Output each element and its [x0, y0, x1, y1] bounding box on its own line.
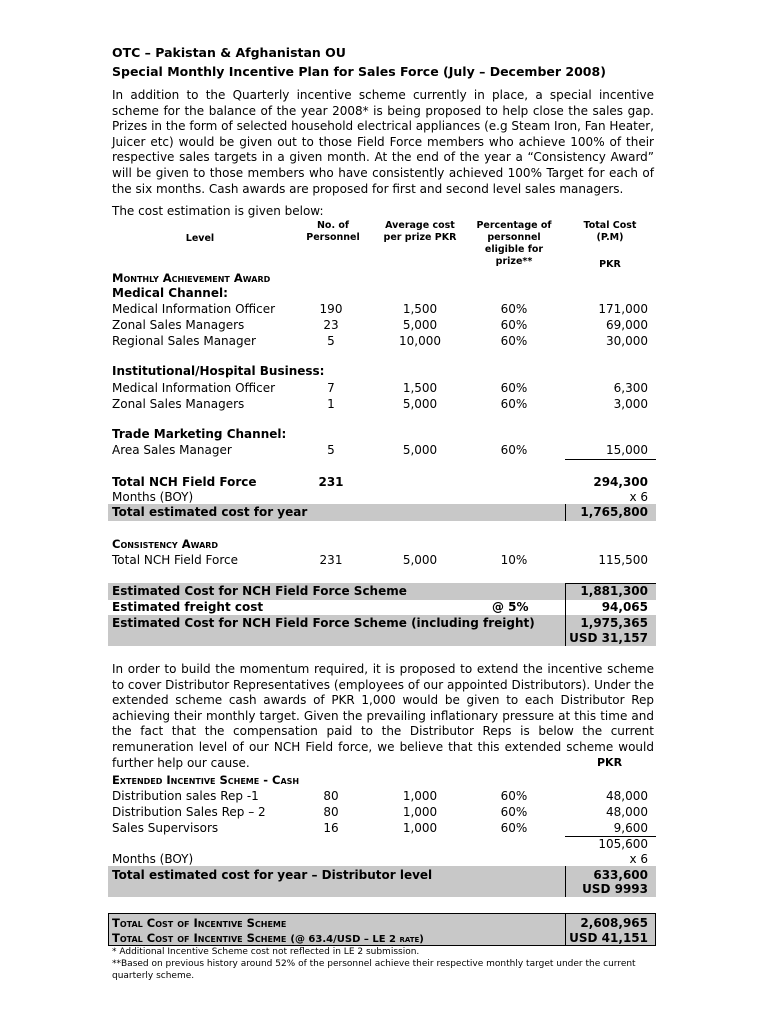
total-nch-row — [112, 475, 654, 491]
row-label: Sales Supervisors — [112, 821, 219, 835]
table-row — [112, 553, 654, 569]
row-label: Zonal Sales Managers — [112, 318, 245, 332]
row-avg-cost: 5,000 — [402, 443, 438, 457]
row-total: x 6 — [629, 490, 648, 504]
row-personnel: 231 — [319, 553, 343, 567]
row-label: Total estimated cost for year — [112, 505, 308, 519]
col-header-pkr: PKR — [599, 259, 621, 270]
row-total: 294,300 — [593, 475, 648, 489]
row-total: 30,000 — [606, 334, 648, 348]
extended-scheme-heading: Extended Incentive Scheme - Cash — [112, 773, 300, 787]
extension-paragraph: In order to build the momentum required, it is proposed to extend the incentive scheme to cover Distributor Representatives (employees of our appointed Distributors). Under the extended scheme cash awards of PKR 1,000 would be given to each Distributor Rep achieving their monthly target. Given the prevailing inflationary pressure at this time and the fact that the compensation paid to the Distributor Reps is below the current remuneration level of our NCH Field force, we believe that this extended scheme would further help our cause. — [112, 662, 654, 770]
row-total: 115,500 — [598, 553, 648, 567]
row-avg-cost: 5,000 — [402, 397, 438, 411]
consistency-heading: Consistency Award — [112, 537, 219, 551]
row-percentage: 60% — [500, 443, 528, 457]
row-total: 48,000 — [606, 805, 648, 819]
row-avg-cost: 1,000 — [402, 789, 438, 803]
pkr-label: PKR — [597, 756, 623, 769]
col-header-avg-cost: Average cost per prize PKR — [383, 220, 457, 243]
row-personnel: 5 — [327, 334, 335, 348]
incl-freight-row — [112, 616, 654, 632]
row-avg-cost: 1,500 — [402, 381, 438, 395]
table-row — [112, 789, 654, 805]
intro-paragraph: In addition to the Quarterly incentive scheme currently in place, a special incentive scheme for the balance of the year 2008* is being proposed to help close the sales gap. Prizes in the form of selected household electrical appliances (e.g Steam Iron, Fan Heater, Juicer etc) would be given out to those Field Force members who achieve 100% of their respective sales targets in a given month. At the end of the year a “Consistency Award” will be given to those members who have consistently achieved 100% Target for each of the six months. Cash awards are proposed for first and second level sales managers. — [112, 88, 654, 196]
row-percentage: 60% — [500, 821, 528, 835]
row-percentage: 60% — [500, 302, 528, 316]
col-header-personnel: No. of Personnel — [306, 220, 360, 243]
col-header-total-cost: Total Cost (P.M) — [583, 220, 637, 243]
row-label: Regional Sales Manager — [112, 334, 256, 348]
row-avg-cost: 1,500 — [402, 302, 438, 316]
row-percentage: 10% — [500, 553, 528, 567]
row-usd: USD 31,157 — [569, 631, 648, 645]
row-percentage: 60% — [500, 381, 528, 395]
distributor-usd-row — [112, 882, 654, 898]
incl-freight-usd-row — [112, 631, 654, 647]
monthly-award-heading: Monthly Achievement Award — [112, 271, 271, 285]
table-row — [112, 443, 654, 459]
row-total: 69,000 — [606, 318, 648, 332]
usd-label-a: Total Cost of Incentive Scheme — [112, 931, 287, 945]
cost-intro: The cost estimation is given below: — [112, 204, 324, 218]
row-label: Medical Information Officer — [112, 381, 276, 395]
row-percentage: 60% — [500, 397, 528, 411]
row-avg-cost: 5,000 — [402, 318, 438, 332]
row-percentage: 60% — [500, 805, 528, 819]
medical-channel-heading: Medical Channel: — [112, 286, 228, 300]
row-personnel: 80 — [323, 789, 339, 803]
row-personnel: 190 — [319, 302, 343, 316]
document-subtitle: Special Monthly Incentive Plan for Sales Force (July – December 2008) — [112, 64, 606, 79]
subtotal-row — [112, 837, 654, 853]
row-total: 2,608,965 — [580, 916, 648, 930]
row-label: Total estimated cost for year – Distributor level — [112, 868, 433, 882]
col-header-level: Level — [185, 233, 215, 244]
row-total: 9,600 — [613, 821, 648, 835]
scheme-cost-row — [112, 584, 654, 600]
row-label: Zonal Sales Managers — [112, 397, 245, 411]
row-total: 1,975,365 — [580, 616, 648, 630]
row-usd: USD 9993 — [582, 882, 648, 896]
row-percentage: 60% — [500, 334, 528, 348]
row-total: 105,600 — [598, 837, 648, 851]
institutional-heading: Institutional/Hospital Business: — [112, 364, 325, 378]
row-label: Months (BOY) — [112, 490, 194, 504]
footnote-2: **Based on previous history around 52% of the personnel achieve their respective monthly target under the current quarterly scheme. — [112, 959, 636, 981]
row-personnel: 16 — [323, 821, 339, 835]
row-label: Distribution Sales Rep – 2 — [112, 805, 266, 819]
row-total: 15,000 — [606, 443, 648, 457]
row-avg-cost: 1,000 — [402, 805, 438, 819]
row-personnel: 23 — [323, 318, 339, 332]
row-usd: USD 41,151 — [569, 931, 648, 945]
table-row — [112, 821, 654, 837]
row-total: x 6 — [629, 852, 648, 866]
row-label: Total NCH Field Force — [112, 475, 257, 489]
row-avg-cost: 5,000 — [402, 553, 438, 567]
row-total: 6,300 — [613, 381, 648, 395]
row-personnel: 1 — [327, 397, 335, 411]
total-year-row — [112, 505, 654, 521]
row-avg-cost: 1,000 — [402, 821, 438, 835]
row-label: Months (BOY) — [112, 852, 194, 866]
row-percentage: 60% — [500, 318, 528, 332]
row-label: Medical Information Officer — [112, 302, 276, 316]
col-header-percentage: Percentage of personnel eligible for prize** — [476, 220, 552, 267]
table-row — [112, 397, 654, 413]
row-total: 633,600 — [593, 868, 648, 882]
row-avg-cost: 10,000 — [399, 334, 441, 348]
row-total: 48,000 — [606, 789, 648, 803]
grand-total-usd-row — [112, 931, 654, 947]
row-total: 1,881,300 — [580, 584, 648, 598]
grand-total-row — [112, 916, 654, 932]
row-label: Estimated freight cost — [112, 600, 264, 614]
subtotal-rule — [565, 459, 656, 460]
table-row — [112, 302, 654, 318]
table-row — [112, 805, 654, 821]
document-title: OTC – Pakistan & Afghanistan OU — [112, 45, 346, 60]
row-total: 171,000 — [598, 302, 648, 316]
freight-row — [112, 600, 654, 616]
row-total: 1,765,800 — [580, 505, 648, 519]
footnote-1: * Additional Incentive Scheme cost not reflected in LE 2 submission. — [112, 947, 420, 957]
row-personnel: 5 — [327, 443, 335, 457]
row-label — [112, 931, 424, 945]
trade-marketing-heading: Trade Marketing Channel: — [112, 427, 287, 441]
row-total: 94,065 — [601, 600, 648, 614]
row-label: Estimated Cost for NCH Field Force Scheme — [112, 584, 407, 598]
row-label: Estimated Cost for NCH Field Force Scheme (including freight) — [112, 616, 535, 630]
row-personnel: 80 — [323, 805, 339, 819]
row-percentage: 60% — [500, 789, 528, 803]
row-personnel: 231 — [318, 475, 344, 489]
row-personnel: 7 — [327, 381, 335, 395]
row-label: Area Sales Manager — [112, 443, 232, 457]
table-row — [112, 381, 654, 397]
freight-rate: @ 5% — [492, 600, 529, 614]
table-row — [112, 318, 654, 334]
row-total: 3,000 — [613, 397, 648, 411]
row-label: Total Cost of Incentive Scheme — [112, 916, 287, 930]
table-row — [112, 334, 654, 350]
usd-label-b: (@ 63.4/USD – LE 2 rate) — [290, 934, 424, 945]
row-label: Distribution sales Rep -1 — [112, 789, 259, 803]
row-label: Total NCH Field Force — [112, 553, 239, 567]
